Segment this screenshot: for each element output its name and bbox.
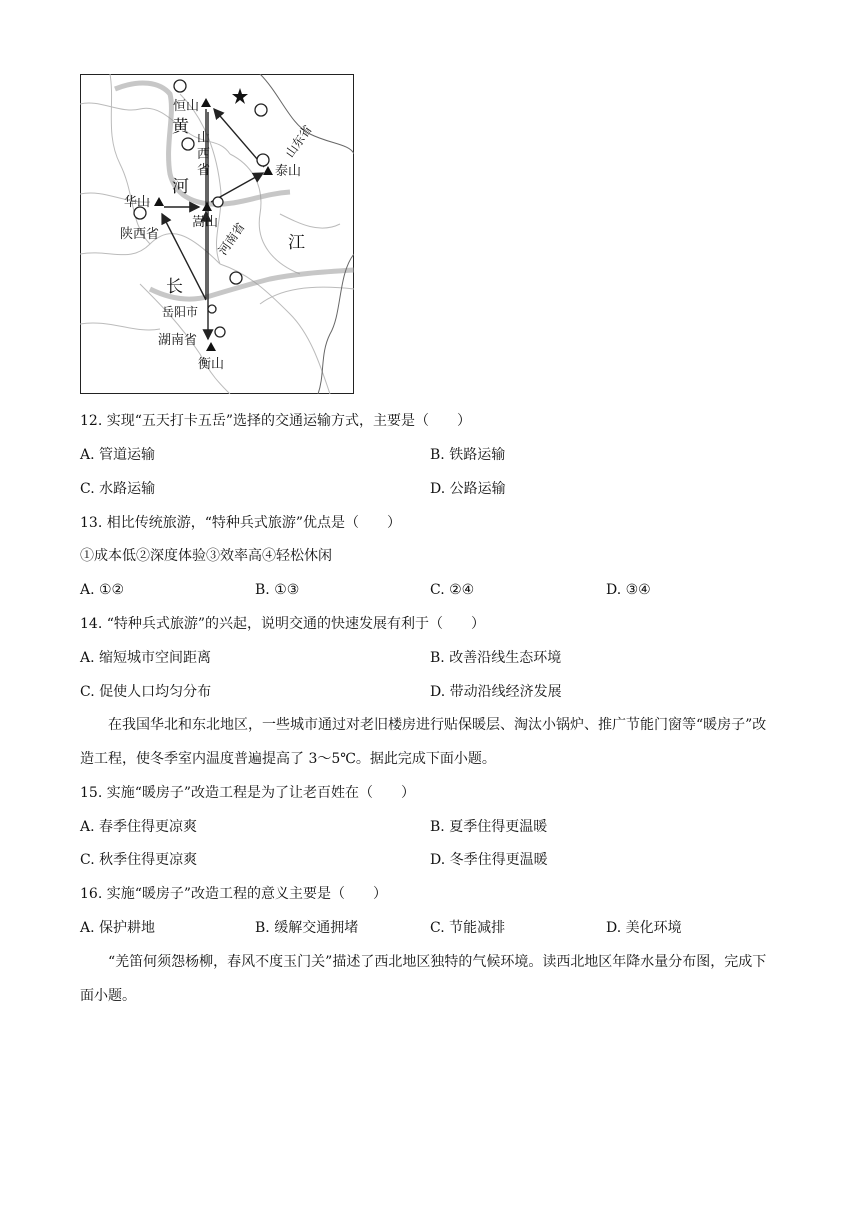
q12-option-b: B. 铁路运输 [430,447,506,463]
q16-option-c: C. 节能减排 [430,920,506,936]
q13-option-b: B. ①③ [255,582,300,598]
q13-stem: 13. 相比传统旅游，“特种兵式旅游”优点是（ ） [80,515,402,531]
q13-items: ①成本低②深度体验③效率高④轻松休闲 [80,548,332,564]
q14-stem: 14. “特种兵式旅游”的兴起，说明交通的快速发展有利于（ ） [80,616,486,632]
label-hengshan-south: 衡山 [198,357,225,372]
label-huashan: 华山 [124,195,151,210]
q14-option-a: A. 缩短城市空间距离 [80,650,212,666]
q13-option-a: A. ①② [80,582,125,598]
q12-option-c: C. 水路运输 [80,481,156,497]
q16-option-b: B. 缓解交通拥堵 [255,920,359,936]
label-hunan: 湖南省 [158,333,198,348]
warm-house-intro: 在我国华北和东北地区，一些城市通过对老旧楼房进行贴保暖层、淘汰小锅炉、推广节能门窗等“暖房子”改造工程，使冬季室内温度普遍提高了 3～5℃。据此完成下面小题。 [80,717,767,767]
label-henan: 河南省 [215,220,248,258]
q13-option-d: D. ③④ [606,582,651,598]
q15-option-d: D. 冬季住得更温暖 [430,852,548,868]
label-huang: 黄 [172,117,189,137]
q12-option-d: D. 公路运输 [430,481,506,497]
northwest-intro: “羌笛何须怨杨柳，春风不度玉门关”描述了西北地区独特的气候环境。读西北地区年降水量分布图，完成下面小题。 [80,954,767,1004]
label-taishan: 泰山 [275,164,302,179]
label-shaanxi: 陕西省 [120,227,160,242]
q15-option-a: A. 春季住得更凉爽 [80,819,198,835]
label-shanxi-2: 西 [197,147,211,162]
q12-stem: 12. 实现“五天打卡五岳”选择的交通运输方式，主要是（ ） [80,413,472,429]
q15-option-b: B. 夏季住得更温暖 [430,819,548,835]
label-yueyang: 岳阳市 [162,305,199,319]
q16-option-a: A. 保护耕地 [80,920,156,936]
label-jiang: 江 [288,233,305,253]
label-he: 河 [172,177,189,197]
label-shandong: 山东省 [282,122,315,161]
q14-option-c: C. 促使人口均匀分布 [80,684,212,700]
label-shanxi-1: 山 [197,131,211,146]
q16-option-d: D. 美化环境 [606,920,682,936]
label-songshan: 嵩山 [192,215,219,230]
five-mountains-map [80,74,354,394]
label-hengshan-north: 恒山 [173,99,200,114]
q14-option-d: D. 带动沿线经济发展 [430,684,562,700]
q13-option-c: C. ②④ [430,582,475,598]
label-shanxi-3: 省 [197,163,211,178]
q15-stem: 15. 实施“暖房子”改造工程是为了让老百姓在（ ） [80,785,416,801]
label-chang: 长 [166,277,183,297]
q14-option-b: B. 改善沿线生态环境 [430,650,562,666]
q12-option-a: A. 管道运输 [80,447,156,463]
q16-stem: 16. 实施“暖房子”改造工程的意义主要是（ ） [80,886,388,902]
q15-option-c: C. 秋季住得更凉爽 [80,852,198,868]
